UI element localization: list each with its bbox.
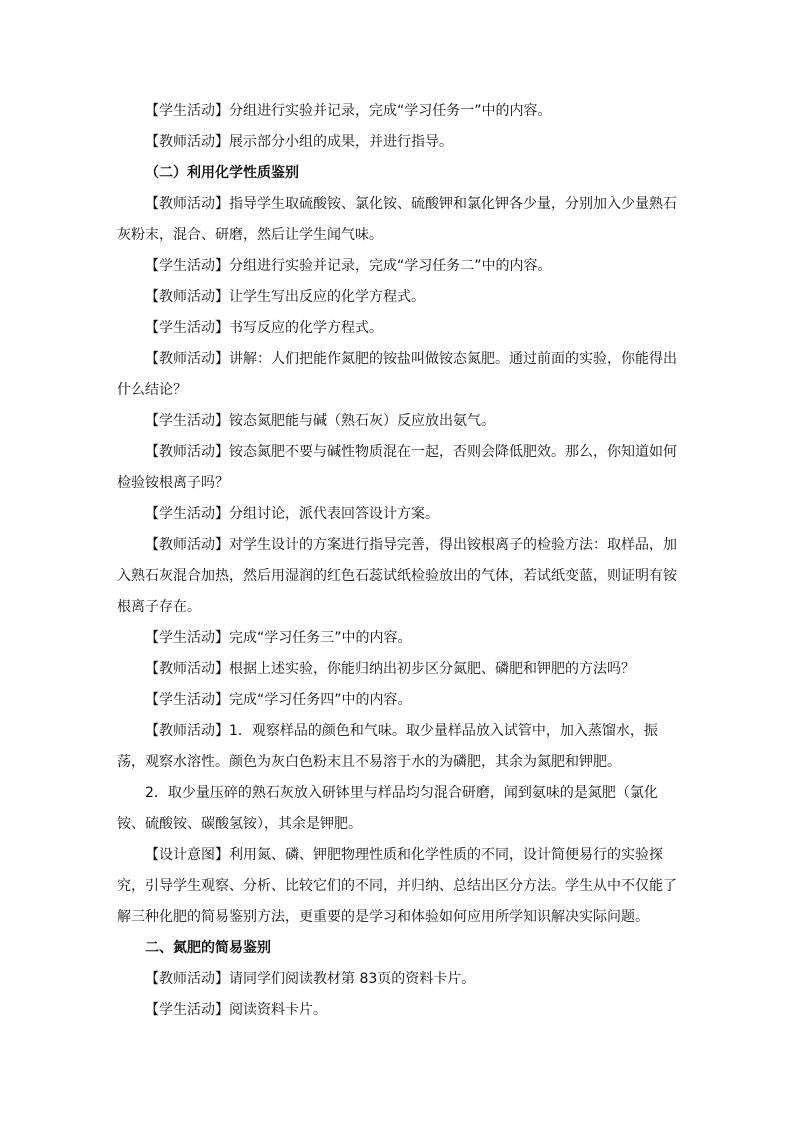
paragraph-teacher-activity-4: 【教师活动】讲解：人们把能作氮肥的铵盐叫做铵态氮肥。通过前面的实验，你能得出什么结论？ [117, 351, 677, 398]
section-heading-chemical-properties: （二）利用化学性质鉴别 [145, 165, 299, 181]
paragraph-design-intent: 【设计意图】利用氮、磷、钾肥物理性质和化学性质的不同，设计简便易行的实验探究，引导学生观察、分析、比较它们的不同，并归纳、总结出区分方法。学生从中不仅能了解三种化肥的简易鉴别方法，更重要的是学习和体验如何应用所学知识解决实际问题。 [117, 847, 677, 925]
paragraph-teacher-activity-5: 【教师活动】铵态氮肥不要与碱性物质混在一起，否则会降低肥效。那么，你知道如何检验铵根离子吗？ [117, 444, 677, 491]
paragraph-teacher-activity-7: 【教师活动】根据上述实验，你能归纳出初步区分氮肥、磷肥和钾肥的方法吗？ [145, 661, 635, 677]
document-body [117, 96, 685, 1026]
paragraph-student-activity-3: 【学生活动】书写反应的化学方程式。 [145, 320, 383, 336]
paragraph-student-activity-5: 【学生活动】分组讨论，派代表回答设计方案。 [145, 506, 439, 522]
paragraph-student-activity-8: 【学生活动】阅读资料卡片。 [145, 1002, 327, 1018]
paragraph-student-activity-6: 【学生活动】完成“学习任务三”中的内容。 [145, 630, 412, 646]
paragraph-teacher-activity-2: 【教师活动】指导学生取硫酸铵、氯化铵、硫酸钾和氯化钾各少量，分别加入少量熟石灰粉末，混合、研磨，然后让学生闻气味。 [117, 196, 677, 243]
paragraph-teacher-activity-1: 【教师活动】展示部分小组的成果，并进行指导。 [145, 134, 453, 150]
paragraph-student-activity-4: 【学生活动】铵态氮肥能与碱（熟石灰）反应放出氨气。 [145, 413, 495, 429]
paragraph-student-activity-2: 【学生活动】分组进行实验并记录，完成“学习任务二”中的内容。 [145, 258, 552, 274]
section-heading-nitrogen-fertilizer: 二、氮肥的简易鉴别 [145, 940, 271, 956]
paragraph-teacher-activity-3: 【教师活动】让学生写出反应的化学方程式。 [145, 289, 425, 305]
paragraph-step-2: 2．取少量压碎的熟石灰放入研钵里与样品均匀混合研磨，闻到氨味的是氮肥（氯化铵、硫酸铵、碳酸氢铵），其余是钾肥。 [117, 785, 658, 832]
paragraph-teacher-activity-6: 【教师活动】对学生设计的方案进行指导完善，得出铵根离子的检验方法：取样品，加入熟石灰混合加热，然后用湿润的红色石蕊试纸检验放出的气体，若试纸变蓝，则证明有铵根离子存在。 [117, 537, 677, 615]
paragraph-teacher-activity-8: 【教师活动】1．观察样品的颜色和气味。取少量样品放入试管中，加入蒸馏水，振荡，观察水溶性。颜色为灰白色粉末且不易溶于水的为磷肥，其余为氮肥和钾肥。 [117, 723, 658, 770]
paragraph-student-activity-7: 【学生活动】完成“学习任务四”中的内容。 [145, 692, 412, 708]
paragraph-student-activity-1: 【学生活动】分组进行实验并记录，完成“学习任务一”中的内容。 [145, 103, 552, 119]
paragraph-teacher-activity-9: 【教师活动】请同学们阅读教材第 83页的资料卡片。 [145, 971, 476, 987]
